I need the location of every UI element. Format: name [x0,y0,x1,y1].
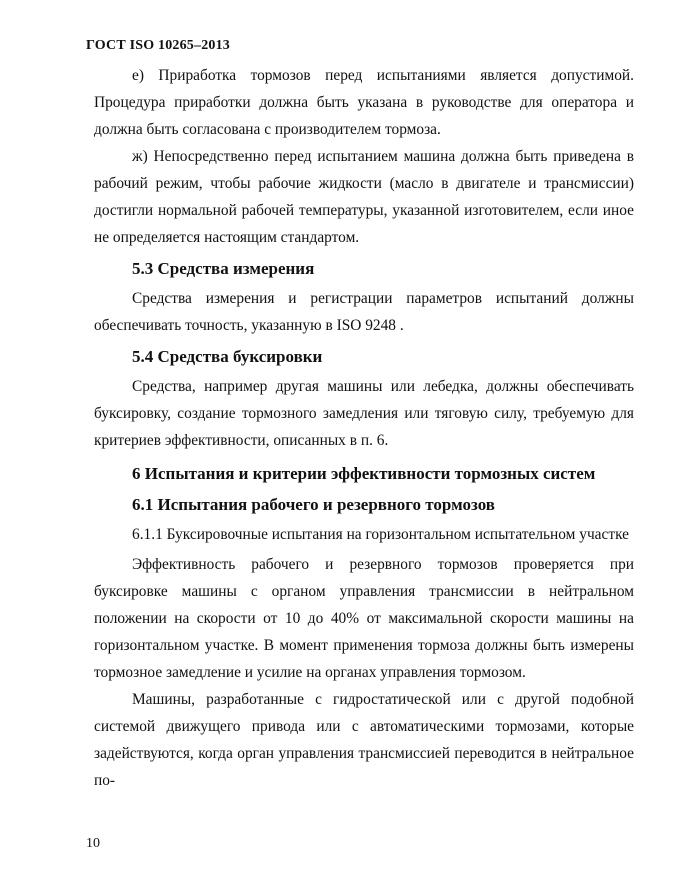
heading-6: 6 Испытания и критерии эффективности тормозных систем [132,464,596,483]
paragraph-5-3: Средства измерения и регистрации параметров испытаний должны обеспечивать точность, указанную в ISO 9248 . [94,290,634,334]
paragraph-machines: Машины, разработанные с гидростатической или с другой подобной системой движущего привода или с автоматическими тормозами, которые задействуются, когда орган управления трансмиссией переводится в нейтральное по- [94,691,634,789]
paragraph-6-1-1: 6.1.1 Буксировочные испытания на горизонтальном испытательном участке [132,526,629,543]
page-content [94,62,634,794]
paragraph-e: е) Приработка тормозов перед испытаниями является допустимой. Процедура приработки должна быть указана в руководстве для оператора и должна быть согласована с производителем тормоза. [94,67,634,138]
paragraph-5-4: Средства, например другая машины или лебедка, должны обеспечивать буксировку, создание тормозного замедления или тяговую силу, требуемую для критериев эффективности, описанных в п. 6. [94,378,634,449]
page-number: 10 [86,836,100,851]
paragraph-zh: ж) Непосредственно перед испытанием машина должна быть приведена в рабочий режим, чтобы рабочие жидкости (масло в двигателе и трансмиссии) достигли нормальной рабочей температуры, указанной изготовителем, если иное не определяется настоящим стандартом. [94,148,634,246]
heading-6-1: 6.1 Испытания рабочего и резервного тормозов [132,495,495,514]
heading-5-3: 5.3 Средства измерения [132,259,315,278]
paragraph-efficiency: Эффективность рабочего и резервного тормозов проверяется при буксировке машины с органом управления трансмиссии в нейтральном положении на скорости от 10 до 40% от максимальной скорости машины на горизонтальном участке. В момент применения тормоза должны быть измерены тормозное замедление и усилие на органах управления тормозом. [94,556,634,681]
standard-header: ГОСТ ISO 10265–2013 [86,38,230,53]
heading-5-4: 5.4 Средства буксировки [132,347,323,366]
